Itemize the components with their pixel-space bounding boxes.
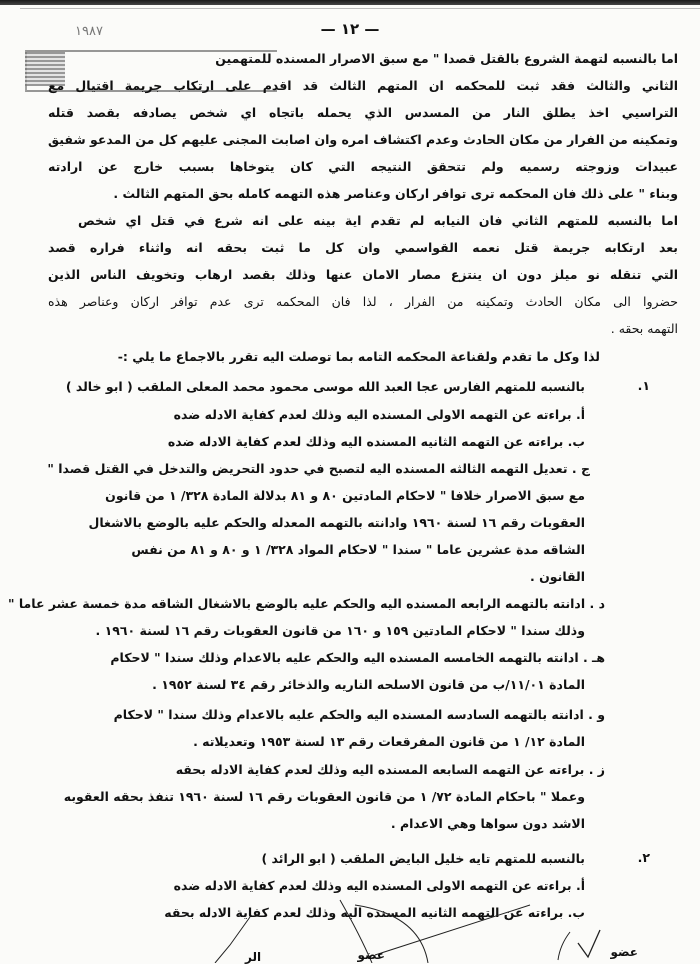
page-number: — ١٢ — — [320, 20, 380, 38]
list-item: وذلك سندا " لاحكام المادتين ١٥٩ و ١٦٠ من قانون العقوبات رقم ١٦ لسنة ١٩٦٠ . — [95, 623, 585, 638]
list-item: ج . تعديل التهمه الثالثه المسنده اليه لتصبح في حدود التحريض والتدخل في القتل قصدا " — [47, 461, 590, 476]
list-item: الاشد دون سواها وهي الاعدام . — [390, 816, 585, 831]
signature-middle: عضو — [357, 948, 385, 962]
list-item: القانون . — [530, 569, 585, 584]
list-item: أ. براءته عن التهمه الاولى المسنده اليه وذلك لعدم كفاية الادله ضده — [173, 878, 585, 893]
list-item: العقوبات رقم ١٦ لسنة ١٩٦٠ وادانته بالتهمه المعدله والحكم عليه بالوضع بالاشغال — [88, 515, 585, 530]
text-line: التهمه بحقه . — [610, 321, 678, 336]
text-line: عبيدات وزوجته رسميه ولم تتحقق النتيجه التي كان يتوخاها بسبب خارج عن ارادته — [48, 159, 678, 174]
list-item: الشاقه مدة عشرين عاما " سندا " لاحكام المواد ٣٢٨/ ١ و ٨٠ و ٨١ من نفس — [131, 542, 585, 557]
text-line: وتمكينه من الفرار من مكان الحادث وعدم اكتشاف امره وان اصابت المجنى عليهم كل من المدعو شفيق — [48, 132, 678, 147]
signature-left: الر — [245, 950, 262, 964]
list-item: وعملا " باحكام المادة ٧٢/ ١ من قانون العقوبات رقم ١٦ لسنة ١٩٦٠ تنفذ بحقه العقوبه — [63, 789, 585, 804]
text-line: التراسيي اخذ يطلق النار من المسدس الذي يحمله باتجاه اي شخص يصادفه بقصد قتله — [48, 105, 678, 120]
list-item: د . ادانته بالتهمه الرابعه المسنده اليه والحكم عليه بالوضع بالاشغال الشاقه مدة خمسة عشر عاما " — [7, 596, 605, 611]
list-item: المادة ١٢/ ١ من قانون المفرقعات رقم ١٣ لسنة ١٩٥٣ وتعديلاته . — [193, 734, 585, 749]
text-line: اما بالنسبه للمتهم الثاني فان النيابه لم تقدم اية بينه على انه شرع في قتل اي شخص — [78, 213, 678, 228]
section-heading: بالنسبه للمتهم الفارس عجا العبد الله موسى محمود محمد المعلى الملقب ( ابو خالد ) — [65, 379, 585, 394]
list-item: المادة ١١/٠١/ب من قانون الاسلحه الناريه والذخائر رقم ٣٤ لسنة ١٩٥٢ . — [152, 677, 585, 692]
list-item: مع سبق الاصرار خلافا " لاحكام المادتين ٨٠ و ٨١ بدلالة المادة ٣٢٨/ ١ من قانون — [105, 488, 585, 503]
text-line: التي تنقله نو ميلز دون ان ينتزع مصار الامان عنها وذلك بقصد ارهاب وتخويف الناس الذين — [48, 267, 678, 282]
text-line: الثاني والثالث فقد ثبت للمحكمه ان المتهم الثالث قد اقدم على ارتكاب جريمة اقتيال مع — [48, 78, 678, 93]
text-line: لذا وكل ما تقدم ولقناعة المحكمه التامه بما توصلت اليه تقرر بالاجماع ما يلي :- — [117, 349, 600, 364]
section-heading: بالنسبه للمتهم تايه خليل البايض الملقب ( ابو الرائد ) — [261, 851, 585, 866]
text-line: حضروا الى مكان الحادث وتمكينه من الفرار ، لذا فان المحكمه ترى عدم توافر اركان وعناصر هذه — [48, 294, 678, 309]
section-number: ٢. — [637, 850, 650, 865]
list-item: ب. براءته عن التهمه الثانيه المسنده اليه وذلك لعدم كفاية الادله بحقه — [164, 905, 585, 920]
text-line: بعد ارتكابه جريمة قتل نعمه القواسمي وان كل ما ثبت بحقه انه واثناء فراره قصد — [48, 240, 678, 255]
text-line: اما بالنسبه لتهمة الشروع بالقتل قصدا " مع سبق الاصرار المسنده للمتهمين — [215, 51, 678, 66]
text-line: وبناء " على ذلك فان المحكمه ترى توافر اركان وعناصر هذه التهمه كامله بحق المتهم الثالث . — [113, 186, 678, 201]
signature-right: عضو — [610, 945, 638, 959]
list-item: ز . براءته عن التهمه السابعه المسنده اليه وذلك لعدم كفاية الادله بحقه — [175, 762, 605, 777]
list-item: هـ . ادانته بالتهمه الخامسه المسنده اليه والحكم عليه بالاعدام وذلك سندا " لاحكام — [110, 650, 605, 665]
list-item: ب. براءته عن التهمه الثانيه المسنده اليه وذلك لعدم كفاية الادله ضده — [167, 434, 585, 449]
stamp-year: ١٩٨٧ — [75, 24, 103, 39]
scan-line — [20, 8, 700, 9]
scan-edge-top — [0, 0, 700, 5]
list-item: و . ادانته بالتهمه السادسه المسنده اليه والحكم عليه بالاعدام وذلك سندا " لاحكام — [113, 707, 605, 722]
section-number: ١. — [637, 378, 650, 393]
list-item: أ. براءته عن التهمه الاولى المسنده اليه وذلك لعدم كفاية الادله ضده — [173, 407, 585, 422]
